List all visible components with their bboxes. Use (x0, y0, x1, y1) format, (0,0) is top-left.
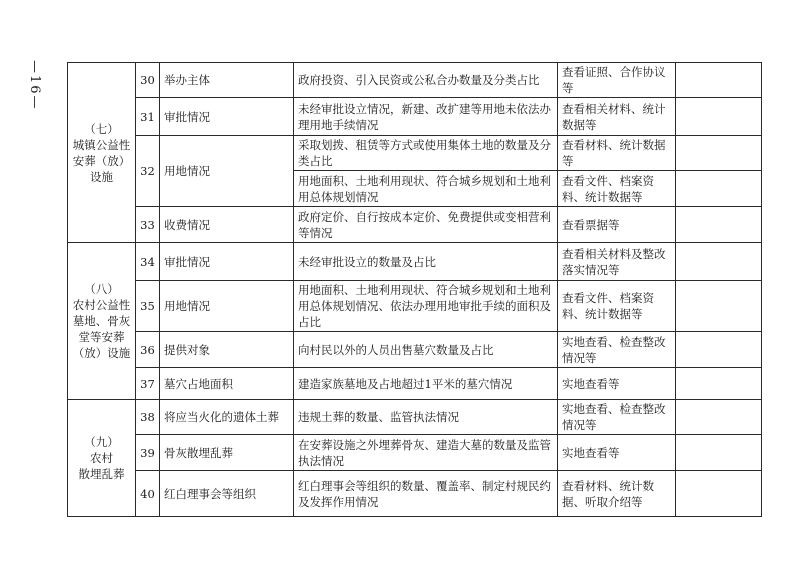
row-number: 32 (136, 136, 160, 207)
note-cell (676, 207, 762, 243)
category-cell (68, 243, 136, 400)
category-cell (68, 63, 136, 243)
method-cell: 实地查看、检查整改情况等 (558, 332, 676, 368)
table-row (68, 63, 762, 98)
item-name: 墓穴占地面积 (160, 368, 294, 400)
method-cell: 实地查看等 (558, 368, 676, 400)
row-number: 40 (136, 471, 160, 517)
category-line: （放）设施 (72, 346, 131, 360)
row-number: 33 (136, 207, 160, 243)
item-name: 举办主体 (160, 63, 294, 98)
row-number: 31 (136, 98, 160, 136)
item-name: 审批情况 (160, 243, 294, 281)
category-cell (68, 400, 136, 517)
note-cell (676, 171, 762, 207)
category-line: 设施 (90, 169, 113, 184)
item-name: 红白理事会等组织 (160, 471, 294, 517)
category-line: 农村 (90, 451, 113, 465)
table-row (68, 332, 762, 368)
row-number: 30 (136, 63, 160, 98)
content-cell: 未经审批设立情况，新建、改扩建等用地未依法办理用地手续情况 (294, 98, 558, 136)
note-cell (676, 332, 762, 368)
table-row (68, 243, 762, 281)
item-name: 骨灰散埋乱葬 (160, 435, 294, 471)
note-cell (676, 63, 762, 98)
inspection-table (67, 62, 762, 517)
row-number: 36 (136, 332, 160, 368)
note-cell (676, 98, 762, 136)
content-cell: 采取划拨、租赁等方式或使用集体土地的数量及分类占比 (294, 136, 558, 171)
table-row (68, 281, 762, 332)
method-cell: 查看材料、统计数据、听取介绍等 (558, 471, 676, 517)
content-cell: 用地面积、土地利用现状、符合城乡规划和土地利用总体规划情况、依法办理用地审批手续的面积及占比 (294, 281, 558, 332)
content-cell: 在安葬设施之外埋葬骨灰、建造大墓的数量及监管执法情况 (294, 435, 558, 471)
category-line: 散埋乱葬 (78, 467, 125, 481)
table-row (68, 471, 762, 517)
content-cell: 政府定价、自行按成本定价、免费提供或变相营利等情况 (294, 207, 558, 243)
item-name: 用地情况 (160, 281, 294, 332)
item-name: 用地情况 (160, 136, 294, 207)
category-line: 墓地、骨灰 (72, 314, 131, 328)
row-number: 37 (136, 368, 160, 400)
method-cell: 查看票据等 (558, 207, 676, 243)
method-cell: 实地查看、检查整改情况等 (558, 400, 676, 435)
content-cell: 未经审批设立的数量及占比 (294, 243, 558, 281)
note-cell (676, 368, 762, 400)
row-number: 39 (136, 435, 160, 471)
content-cell: 用地面积、土地利用现状、符合城乡规划和土地利用总体规划情况 (294, 171, 558, 207)
category-line: （九） (84, 435, 119, 449)
category-line: 城镇公益性 (72, 137, 131, 152)
category-line: （七） (84, 121, 119, 136)
method-cell: 查看相关材料及整改落实情况等 (558, 243, 676, 281)
note-cell (676, 136, 762, 171)
method-cell: 查看相关材料、统计数据等 (558, 98, 676, 136)
content-cell: 政府投资、引入民资或公私合办数量及分类占比 (294, 63, 558, 98)
table-row (68, 207, 762, 243)
category-line: （八） (84, 282, 119, 296)
note-cell (676, 281, 762, 332)
content-cell: 建造家族墓地及占地超过1平米的墓穴情况 (294, 368, 558, 400)
content-cell: 违规土葬的数量、监管执法情况 (294, 400, 558, 435)
table-row (68, 98, 762, 136)
item-name: 审批情况 (160, 98, 294, 136)
note-cell (676, 400, 762, 435)
method-cell: 查看材料、统计数据等 (558, 136, 676, 171)
table-row (68, 435, 762, 471)
item-name: 收费情况 (160, 207, 294, 243)
note-cell (676, 243, 762, 281)
category-line: 农村公益性 (72, 298, 131, 312)
page-number: —16— (27, 60, 42, 111)
table-row (68, 136, 762, 171)
category-line: 安葬（放） (72, 153, 131, 168)
content-cell: 向村民以外的人员出售墓穴数量及占比 (294, 332, 558, 368)
method-cell: 实地查看等 (558, 435, 676, 471)
item-name: 提供对象 (160, 332, 294, 368)
table-row (68, 400, 762, 435)
row-number: 35 (136, 281, 160, 332)
method-cell: 查看证照、合作协议等 (558, 63, 676, 98)
item-name: 将应当火化的遗体土葬 (160, 400, 294, 435)
note-cell (676, 435, 762, 471)
row-number: 34 (136, 243, 160, 281)
table-row (68, 368, 762, 400)
method-cell: 查看文件、档案资料、统计数据等 (558, 281, 676, 332)
note-cell (676, 471, 762, 517)
row-number: 38 (136, 400, 160, 435)
method-cell: 查看文件、档案资料、统计数据等 (558, 171, 676, 207)
content-cell: 红白理事会等组织的数量、覆盖率、制定村规民约及发挥作用情况 (294, 471, 558, 517)
category-line: 堂等安葬 (78, 330, 125, 344)
